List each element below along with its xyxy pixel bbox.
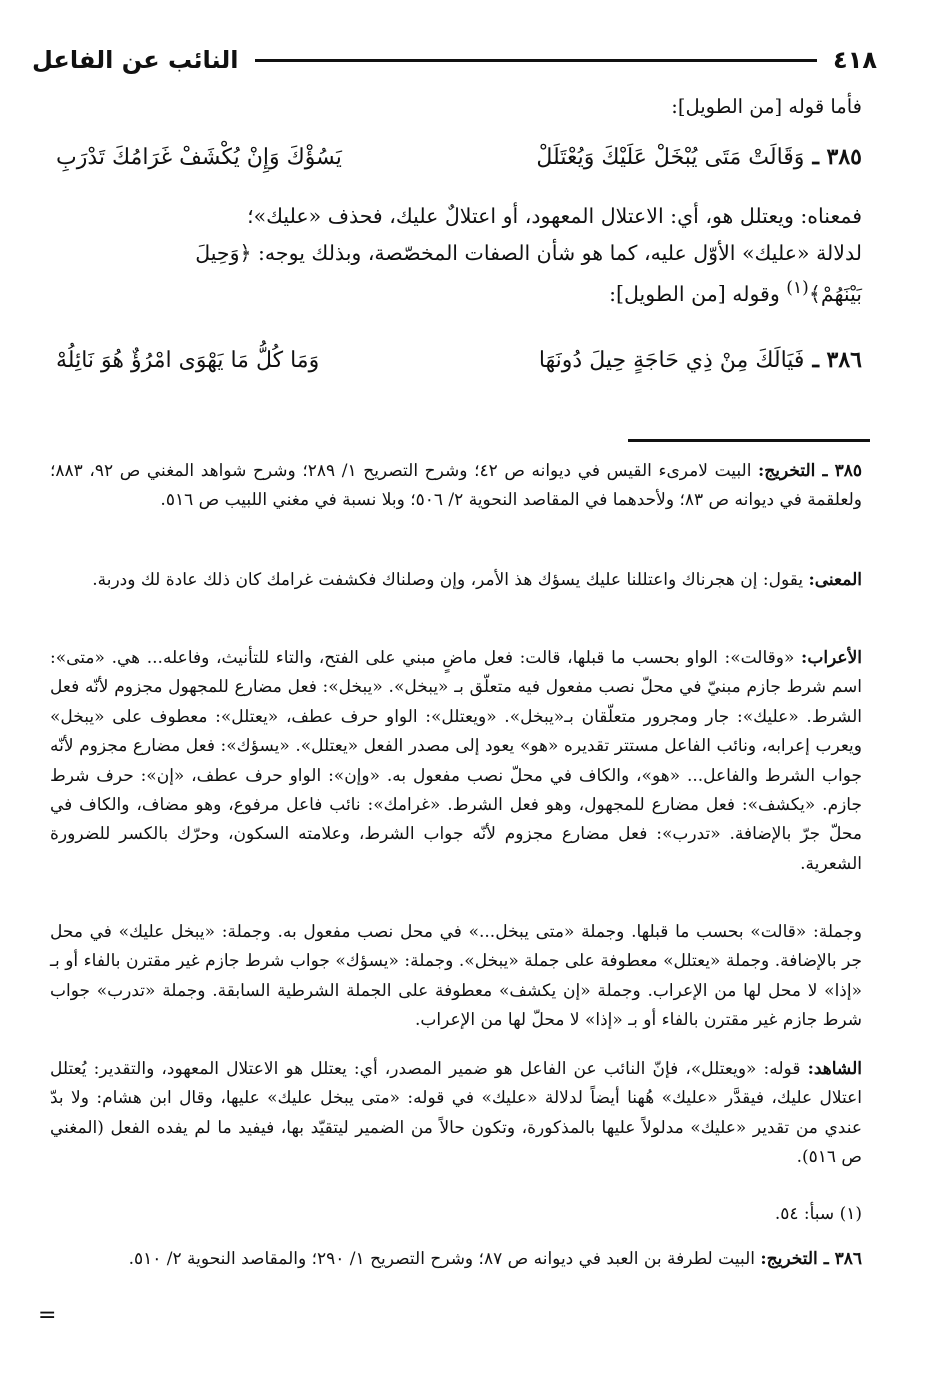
note-text: «وقالت»: الواو بحسب ما قبلها، قالت: فعل ماضٍ مبني على الفتح، والتاء للتأنيث، وفاعله... هي. «متى»: اسم شرط جازم مبنيّ في محلّ نصب مفعول فيه متعلّق بـ «يبخل». «يبخل»: فعل مضارع للمجهول مجزوم لأنّه فعل الشرط. «عليك»: جار ومجرور متعلّقان بـ«يبخل». «ويعتلل»: الواو حرف عطف، «يعتلل»: معطوف على «يبخل» ويعرب إعرابه، ونائب الفاعل مستتر تقديره «هو» يعود إلى مصدر الفعل «يعتلل». «يسؤك»: فعل مضارع مجزوم لأنّه جواب الشرط والفاعل... «هو»، والكاف في محلّ نصب مفعول به. «وإن»: الواو حرف عطف، «إن»: حرف شرط جازم. «يكشف»: فعل مضارع للمجهول، وهو فعل الشرط. «غرامك»: نائب فاعل مرفوع، وهو مضاف، والكاف في محلّ جرّ بالإضافة. «تدرب»: فعل مضارع مجزوم لأنّه جواب الشرط، وعلامته السكون، وحرّك بالكسر للضرورة الشعرية.	[50, 648, 862, 874]
verse-first-hemistich: فَيَالَكَ مِنْ ذِي حَاجَةٍ حِيلَ دُونَهَا	[538, 348, 805, 373]
note-label: الأعراب:	[801, 648, 862, 668]
footnote-marker: (١)	[786, 277, 809, 298]
explanation-text: وقوله [من الطويل]:	[609, 281, 787, 306]
explanation-line	[56, 273, 862, 313]
footnote-1: (١) سبأ: ٥٤.	[774, 1204, 862, 1224]
note-text: يقول: إن هجرناك واعتللنا عليك يسؤك هذ الأمر، وإن وصلناك فكشفت غرامك كان ذلك عادة لك ودربة.	[92, 570, 809, 590]
page-number: ٤١٨	[833, 46, 877, 74]
takhrij-385-note	[50, 457, 862, 516]
verse-385	[56, 144, 862, 170]
note-label: ٣٨٥ ـ التخريج:	[758, 461, 862, 481]
continuation-mark: =	[38, 1303, 57, 1328]
note-label: ٣٨٦ ـ التخريج:	[760, 1249, 862, 1269]
verse-number: ٣٨٥ ـ	[812, 144, 862, 170]
intro-line: فأما قوله [من الطويل]:	[671, 95, 862, 118]
quran-quote: بَيْنَهُمْ﴾	[808, 281, 862, 306]
shahid-note	[50, 1055, 862, 1173]
explanation-line: فمعناه: ويعتلل هو، أي: الاعتلال المعهود، أو اعتلالٌ عليك، فحذف «عليك»؛	[247, 204, 862, 228]
page-header	[32, 40, 877, 80]
footnote-separator	[628, 439, 870, 442]
header-rule	[255, 59, 818, 62]
note-label: المعنى:	[808, 570, 862, 590]
irab-note	[50, 644, 862, 879]
meaning-note	[50, 566, 862, 595]
note-text: قوله: «ويعتلل»، فإنّ النائب عن الفاعل هو ضمير المصدر، أي: يعتلل هو الاعتلال المعهود، والتقدير: يُعتلل اعتلال عليك، فيقدَّر «عليك» هُهنا أيضاً لدلالة «عليك» في قوله: «متى يبخل عليك» عليها، وقال ابن هشام: ولا بدّ عندي من تقدير «عليك» مدلولاً عليها بالمذكورة، وتكون حالاً من الضمير ليتقيّد بها، فيفيد ما لم يفده الفعل (المغني ص ٥١٦).	[50, 1059, 862, 1168]
note-label: الشاهد:	[807, 1059, 862, 1079]
sentences-note: وجملة: «قالت» بحسب ما قبلها. وجملة «متى يبخل...» في محل نصب مفعول به. وجملة: «يبخل عليك» في محل جر بالإضافة. وجملة «يعتلل» معطوفة على جملة «يبخل». وجملة: «يسؤك» جواب شرط جازم غير مقترن بالفاء أو بـ «إذا» لا محل لها من الإعراب. وجملة «إن يكشف» معطوفة على الجملة الشرطية السابقة. وجملة «تدرب» جواب شرط جازم غير مقترن بالفاء أو بـ «إذا» لا محلّ لها من الإعراب.	[50, 922, 862, 1031]
running-title: النائب عن الفاعل	[32, 46, 239, 74]
explanation-line: لدلالة «عليك» الأوّل عليه، كما هو شأن الصفات المخصّصة، وبذلك يوجه: ﴿وَحِيلَ	[195, 241, 862, 266]
verse-second-hemistich: وَمَا كُلُّ مَا يَهْوَى امْرُؤٌ هُوَ نَائِلُهْ	[56, 348, 320, 373]
verse-number: ٣٨٦ ـ	[812, 347, 862, 373]
verse-second-hemistich: يَسُؤْكَ وَإِنْ يُكْشَفْ غَرَامُكَ تَدْرَبِ	[56, 145, 342, 170]
note-text: البيت لطرفة بن العبد في ديوانه ص ٨٧؛ وشرح التصريح ١/ ٢٩٠؛ والمقاصد النحوية ٢/ ٥١٠.	[128, 1249, 761, 1269]
verse-386	[56, 347, 862, 373]
verse-first-hemistich: وَقَالَتْ مَتَى يُبْخَلْ عَلَيْكَ وَيُعْتَلَلْ	[536, 145, 805, 170]
takhrij-386-note	[50, 1245, 862, 1274]
explanation-paragraph	[56, 198, 862, 313]
note-text: البيت لامرىء القيس في ديوانه ص ٤٢؛ وشرح التصريح ١/ ٢٨٩؛ وشرح شواهد المغني ص ٩٢، ٨٨٣؛ ولعلقمة في ديوانه ص ٨٣؛ ولأحدهما في المقاصد النحوية ٢/ ٥٠٦؛ وبلا نسبة في مغني اللبيب ص ٥١٦.	[50, 461, 862, 511]
